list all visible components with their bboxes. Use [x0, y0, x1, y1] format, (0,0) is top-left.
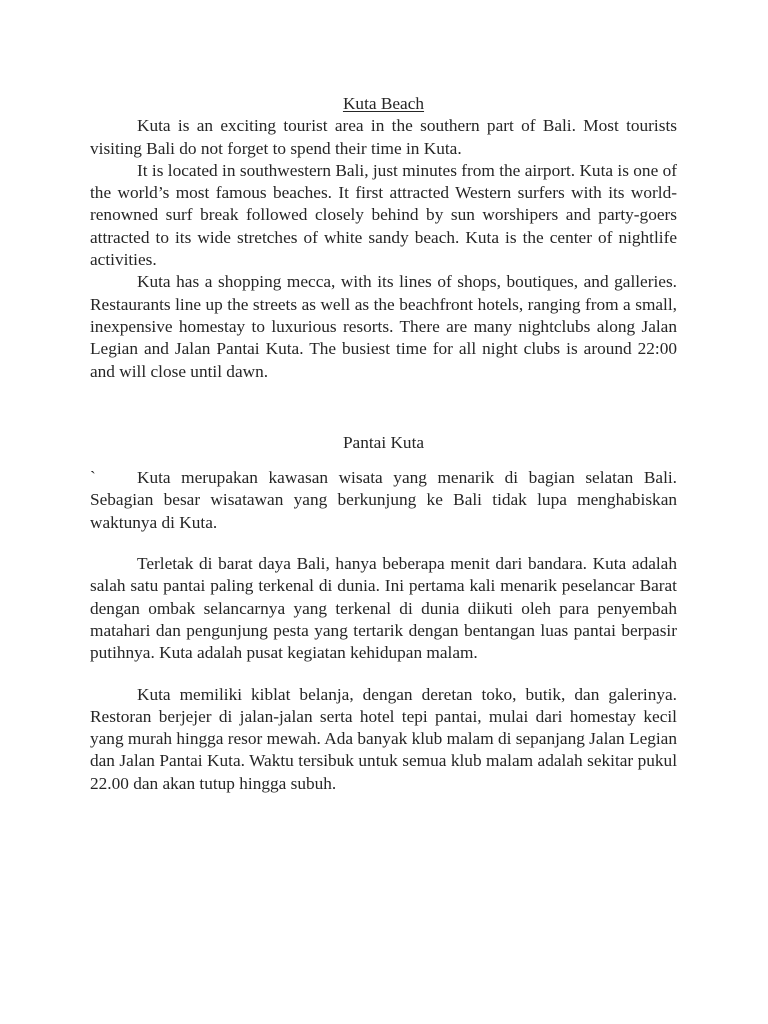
english-paragraph-3: Kuta has a shopping mecca, with its lines of shops, boutiques, and galleries. Restaurants line up the streets as well as the beachfront hotels, ranging from a small, inexpensive homestay to luxurious resorts. There are many nightclubs along Jalan Legian and Jalan Pantai Kuta. The busiest time for all night clubs is around 22:00 and will close until dawn. [90, 272, 677, 381]
english-paragraph-1: Kuta is an exciting tourist area in the southern part of Bali. Most tourists visiting Bali do not forget to spend their time in Kuta. [90, 116, 677, 158]
indonesian-paragraph-1 [90, 467, 677, 534]
indonesian-title: Pantai Kuta [342, 432, 425, 452]
english-paragraph-2: It is located in southwestern Bali, just minutes from the airport. Kuta is one of the world’s most famous beaches. It first attracted Western surfers with its world-renowned surf break followed closely behind by sun worshipers and party-goers attracted to its wide stretches of white sandy beach. Kuta is the center of nightlife activities. [90, 160, 677, 270]
indonesian-paragraph-2: Terletak di barat daya Bali, hanya beberapa menit dari bandara. Kuta adalah salah satu pantai paling terkenal di dunia. Ini pertama kali menarik peselancar Barat dengan ombak selancarnya yang terkenal di dunia diikuti oleh para penyembah matahari dan pengunjung pesta yang tertarik dengan bentangan luas pantai berpasir putihnya. Kuta adalah pusat kegiatan kehidupan malam. [90, 554, 677, 663]
indonesian-paragraph-3: Kuta memiliki kiblat belanja, dengan deretan toko, butik, dan galerinya. Restoran berjejer di jalan-jalan serta hotel tepi pantai, mulai dari homestay kecil yang murah hingga resor mewah. Ada banyak klub malam di sepanjang Jalan Legian dan Jalan Pantai Kuta. Waktu tersibuk untuk semua klub malam adalah sekitar pukul 22.00 dan akan tutup hingga subuh. [90, 684, 677, 793]
stray-tick-mark: ` [90, 468, 96, 488]
section-spacer-2 [90, 413, 677, 432]
document-page [90, 93, 677, 814]
section-spacer [90, 383, 677, 413]
title-spacer [90, 454, 677, 467]
indonesian-paragraph-1-text: Kuta merupakan kawasan wisata yang menarik di bagian selatan Bali. Sebagian besar wisatawan yang berkunjung ke Bali tidak lupa menghabiskan waktunya di Kuta. [90, 468, 677, 532]
english-title [90, 93, 677, 115]
english-title-text: Kuta Beach [342, 94, 425, 113]
